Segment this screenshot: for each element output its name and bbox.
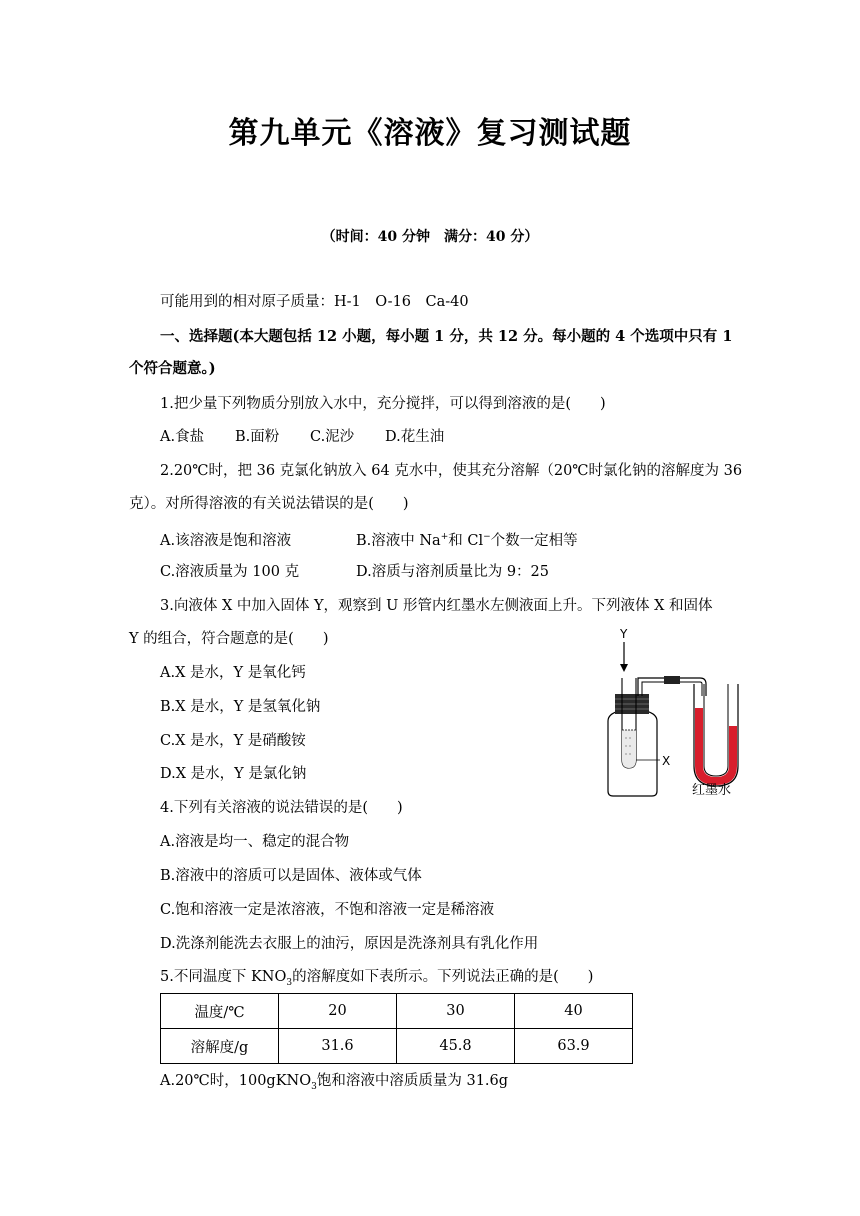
y-arrow-head [620, 664, 628, 672]
q1-option-a: A.食盐 [160, 429, 205, 445]
q3-option-b: B.X 是水，Y 是氢氧化钠 [160, 699, 321, 715]
q3-option-d: D.X 是水，Y 是氯化钠 [160, 766, 307, 782]
q2-options-row1 [160, 527, 578, 551]
q3-stem-cont: Y 的组合，符合题意的是( ) [129, 631, 329, 647]
q2-option-a: A.该溶液是饱和溶液 [160, 532, 292, 549]
q4-stem: 4.下列有关溶液的说法错误的是( ) [160, 800, 403, 816]
q2-option-c: C.溶液质量为 100 克 [160, 564, 300, 580]
exam-info: （时间：40 分钟 满分：40 分） [321, 229, 539, 245]
table-row [161, 994, 633, 1029]
table-cell: 31.6 [279, 1029, 397, 1064]
page-title: 第九单元《溶液》复习测试题 [228, 116, 632, 151]
q4-option-c: C.饱和溶液一定是浓溶液，不饱和溶液一定是稀溶液 [160, 902, 495, 918]
q3-stem: 3.向液体 X 中加入固体 Y，观察到 U 形管内红墨水左侧液面上升。下列液体 X 和固体 [160, 598, 713, 614]
u-tube-apparatus-figure [600, 626, 760, 801]
q4-option-d: D.洗涤剂能洗去衣服上的油污，原因是洗涤剂具有乳化作用 [160, 936, 539, 952]
q2-stem-cont: 克）。对所得溶液的有关说法错误的是( ) [129, 496, 409, 512]
q1-options [160, 427, 444, 447]
q2-stem: 2.20℃时，把 36 克氯化钠放入 64 克水中，使其充分溶解（20℃时氯化钠的溶解度为 36 [160, 463, 743, 479]
solubility-table [160, 993, 633, 1064]
table-cell: 溶解度/g [161, 1029, 279, 1064]
label-red-ink: 红墨水 [692, 783, 732, 798]
section-heading: 一、选择题(本大题包括 12 小题，每小题 1 分，共 12 分。每小题的 4 个选项中只有 1 [160, 328, 733, 345]
q1-option-c: C.泥沙 [310, 429, 355, 445]
q5-stem: 5.不同温度下 $KNO_3$的溶解度如下表所示。下列说法正确的是( ) [160, 969, 594, 988]
q2-option-b: B.溶液中 Na+和 Cl−个数一定相等 [356, 532, 578, 549]
table-cell: 45.8 [397, 1029, 515, 1064]
q3-option-c: C.X 是水，Y 是硝酸铵 [160, 733, 306, 749]
label-y: Y [620, 627, 628, 641]
tube-connector [664, 676, 680, 684]
red-ink [695, 708, 737, 785]
q3-option-a: A.X 是水，Y 是氧化钙 [160, 665, 306, 681]
q2-option-d: D.溶质与溶剂质量比为 9：25 [356, 564, 550, 580]
table-cell: 63.9 [515, 1029, 633, 1064]
table-cell: 40 [515, 994, 633, 1029]
liquid-x [622, 730, 636, 768]
q2-options-row2 [160, 562, 549, 582]
q4-option-a: A.溶液是均一、稳定的混合物 [160, 834, 350, 850]
atomic-masses: 可能用到的相对原子质量：H-1 O-16 Ca-40 [160, 294, 469, 310]
q1-stem: 1.把少量下列物质分别放入水中，充分搅拌，可以得到溶液的是( ) [160, 396, 606, 412]
q5-option-a: A.20℃时，100gKNO$_3$饱和溶液中溶质质量为 31.6g [160, 1073, 509, 1092]
label-x: X [662, 754, 671, 768]
table-cell: 温度/℃ [161, 994, 279, 1029]
q4-option-b: B.溶液中的溶质可以是固体、液体或气体 [160, 868, 422, 884]
table-cell: 30 [397, 994, 515, 1029]
q1-option-d: D.花生油 [385, 429, 445, 445]
q1-option-b: B.面粉 [235, 429, 280, 445]
table-cell: 20 [279, 994, 397, 1029]
table-row [161, 1029, 633, 1064]
section-heading-cont: 个符合题意。) [129, 360, 216, 377]
